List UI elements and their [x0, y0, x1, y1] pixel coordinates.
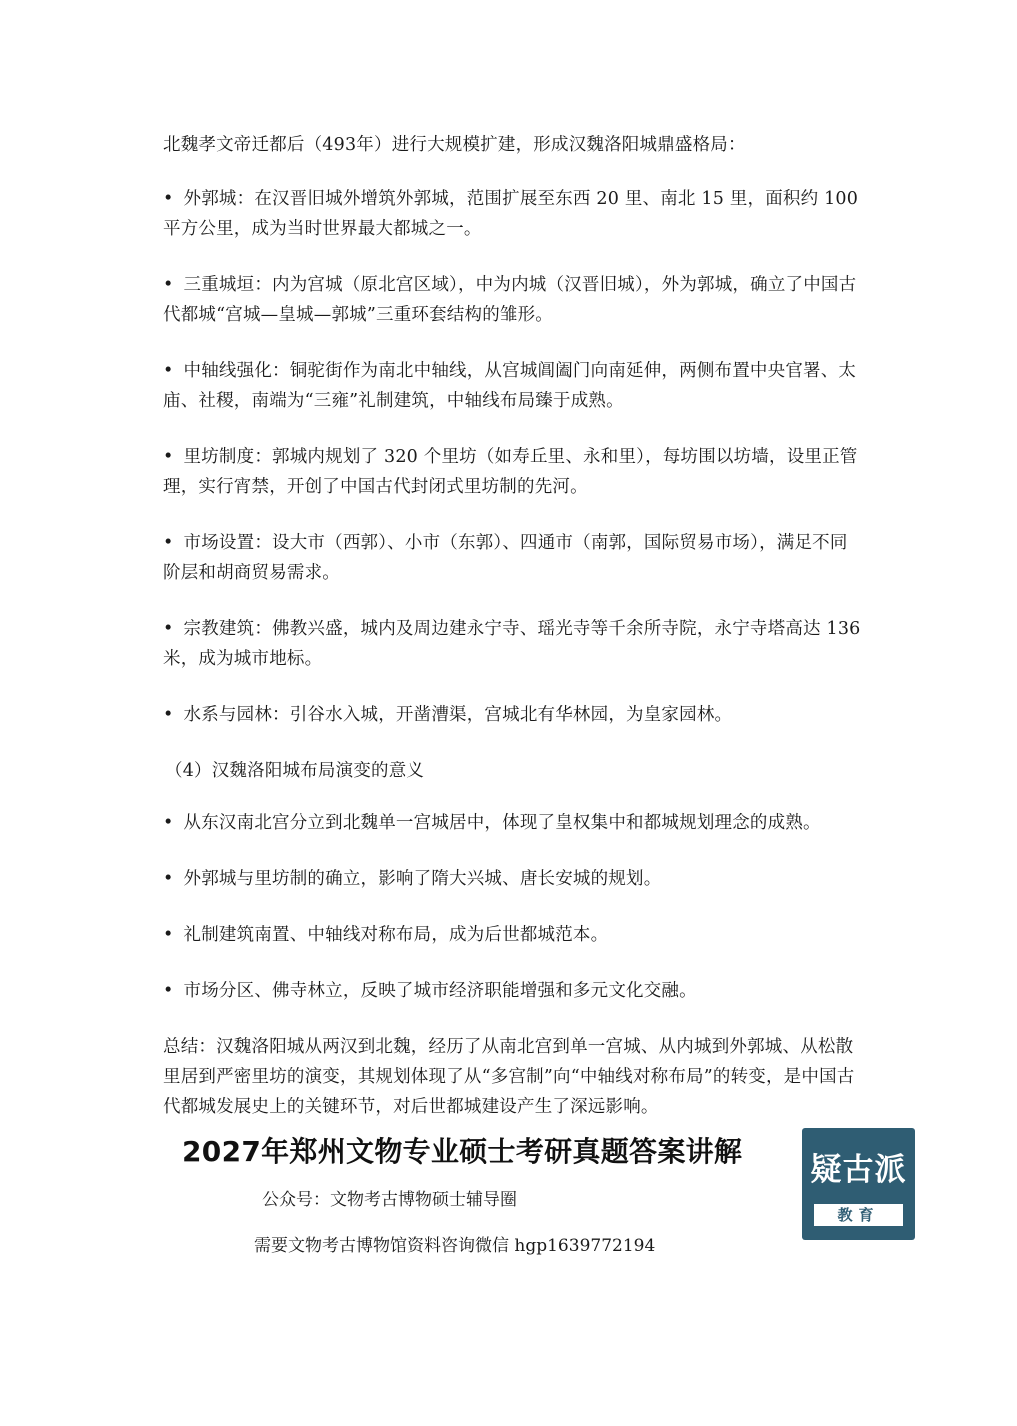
intro-paragraph: 北魏孝文帝迁都后（493年）进行大规模扩建，形成汉魏洛阳城鼎盛格局： [163, 135, 746, 155]
bullet-significance-3 [163, 920, 863, 950]
bullet-outer-city [163, 184, 863, 244]
brand-logo [802, 1128, 915, 1240]
bullet-text: 三重城垣：内为宫城（原北宫区域），中为内城（汉晋旧城），外为郭城，确立了中国古代都城“宫城—皇城—郭城”三重环套结构的雏形。 [163, 275, 857, 325]
promo-title: 2027年郑州文物专业硕士考研真题答案讲解 [182, 1135, 743, 1168]
bullet-dot: • [163, 533, 174, 553]
bullet-markets [163, 528, 863, 588]
bullet-significance-2 [163, 864, 863, 894]
article-body [163, 130, 863, 1122]
bullet-dot: • [163, 447, 174, 467]
logo-sub-text: 教育 [814, 1204, 903, 1226]
bullet-dot: • [163, 869, 174, 889]
bullet-text: 从东汉南北宫分立到北魏单一宫城居中，体现了皇权集中和都城规划理念的成熟。 [183, 813, 821, 833]
bullet-dot: • [163, 705, 174, 725]
bullet-text: 中轴线强化：铜驼街作为南北中轴线，从宫城阊阖门向南延伸，两侧布置中央官署、太庙、社稷，南端为“三雍”礼制建筑，中轴线布局臻于成熟。 [163, 361, 857, 411]
bullet-text: 水系与园林：引谷水入城，开凿漕渠，宫城北有华林园，为皇家园林。 [183, 705, 733, 725]
bullet-dot: • [163, 981, 174, 1001]
bullet-text: 外郭城：在汉晋旧城外增筑外郭城，范围扩展至东西 20 里、南北 15 里，面积约 100 平方公里，成为当时世界最大都城之一。 [163, 189, 859, 239]
bullet-lifang-system [163, 442, 863, 502]
bullet-dot: • [163, 619, 174, 639]
bullet-significance-4 [163, 976, 863, 1006]
bullet-triple-walls [163, 270, 863, 330]
bullet-significance-1 [163, 808, 863, 838]
bullet-central-axis [163, 356, 863, 416]
bullet-dot: • [163, 275, 174, 295]
bullet-text: 外郭城与里坊制的确立，影响了隋大兴城、唐长安城的规划。 [183, 869, 662, 889]
section-heading: （4）汉魏洛阳城布局演变的意义 [165, 761, 425, 781]
bullet-text: 礼制建筑南置、中轴线对称布局，成为后世都城范本。 [183, 925, 609, 945]
bullet-text: 市场设置：设大市（西郭）、小市（东郭）、四通市（南郭，国际贸易市场），满足不同阶层和胡商贸易需求。 [163, 533, 848, 583]
bullet-dot: • [163, 361, 174, 381]
logo-main-text: 疑古派 [810, 1152, 907, 1188]
bullet-religious-buildings [163, 614, 863, 674]
bullet-dot: • [163, 925, 174, 945]
bullet-dot: • [163, 813, 174, 833]
contact-line: 需要文物考古博物馆资料咨询微信 hgp1639772194 [254, 1236, 656, 1256]
wechat-account-line: 公众号：文物考古博物硕士辅导圈 [262, 1190, 517, 1210]
bullet-water-gardens [163, 700, 863, 730]
bullet-text: 宗教建筑：佛教兴盛，城内及周边建永宁寺、瑶光寺等千余所寺院，永宁寺塔高达 136 米，成为城市地标。 [163, 619, 861, 669]
summary-paragraph: 总结：汉魏洛阳城从两汉到北魏，经历了从南北宫到单一宫城、从内城到外郭城、从松散里居到严密里坊的演变，其规划体现了从“多宫制”向“中轴线对称布局”的转变，是中国古代都城发展史上的关键环节，对后世都城建设产生了深远影响。 [163, 1037, 855, 1117]
bullet-text: 市场分区、佛寺林立，反映了城市经济职能增强和多元文化交融。 [183, 981, 697, 1001]
bullet-text: 里坊制度：郭城内规划了 320 个里坊（如寿丘里、永和里），每坊围以坊墙，设里正管理，实行宵禁，开创了中国古代封闭式里坊制的先河。 [163, 447, 858, 497]
bullet-dot: • [163, 189, 174, 209]
